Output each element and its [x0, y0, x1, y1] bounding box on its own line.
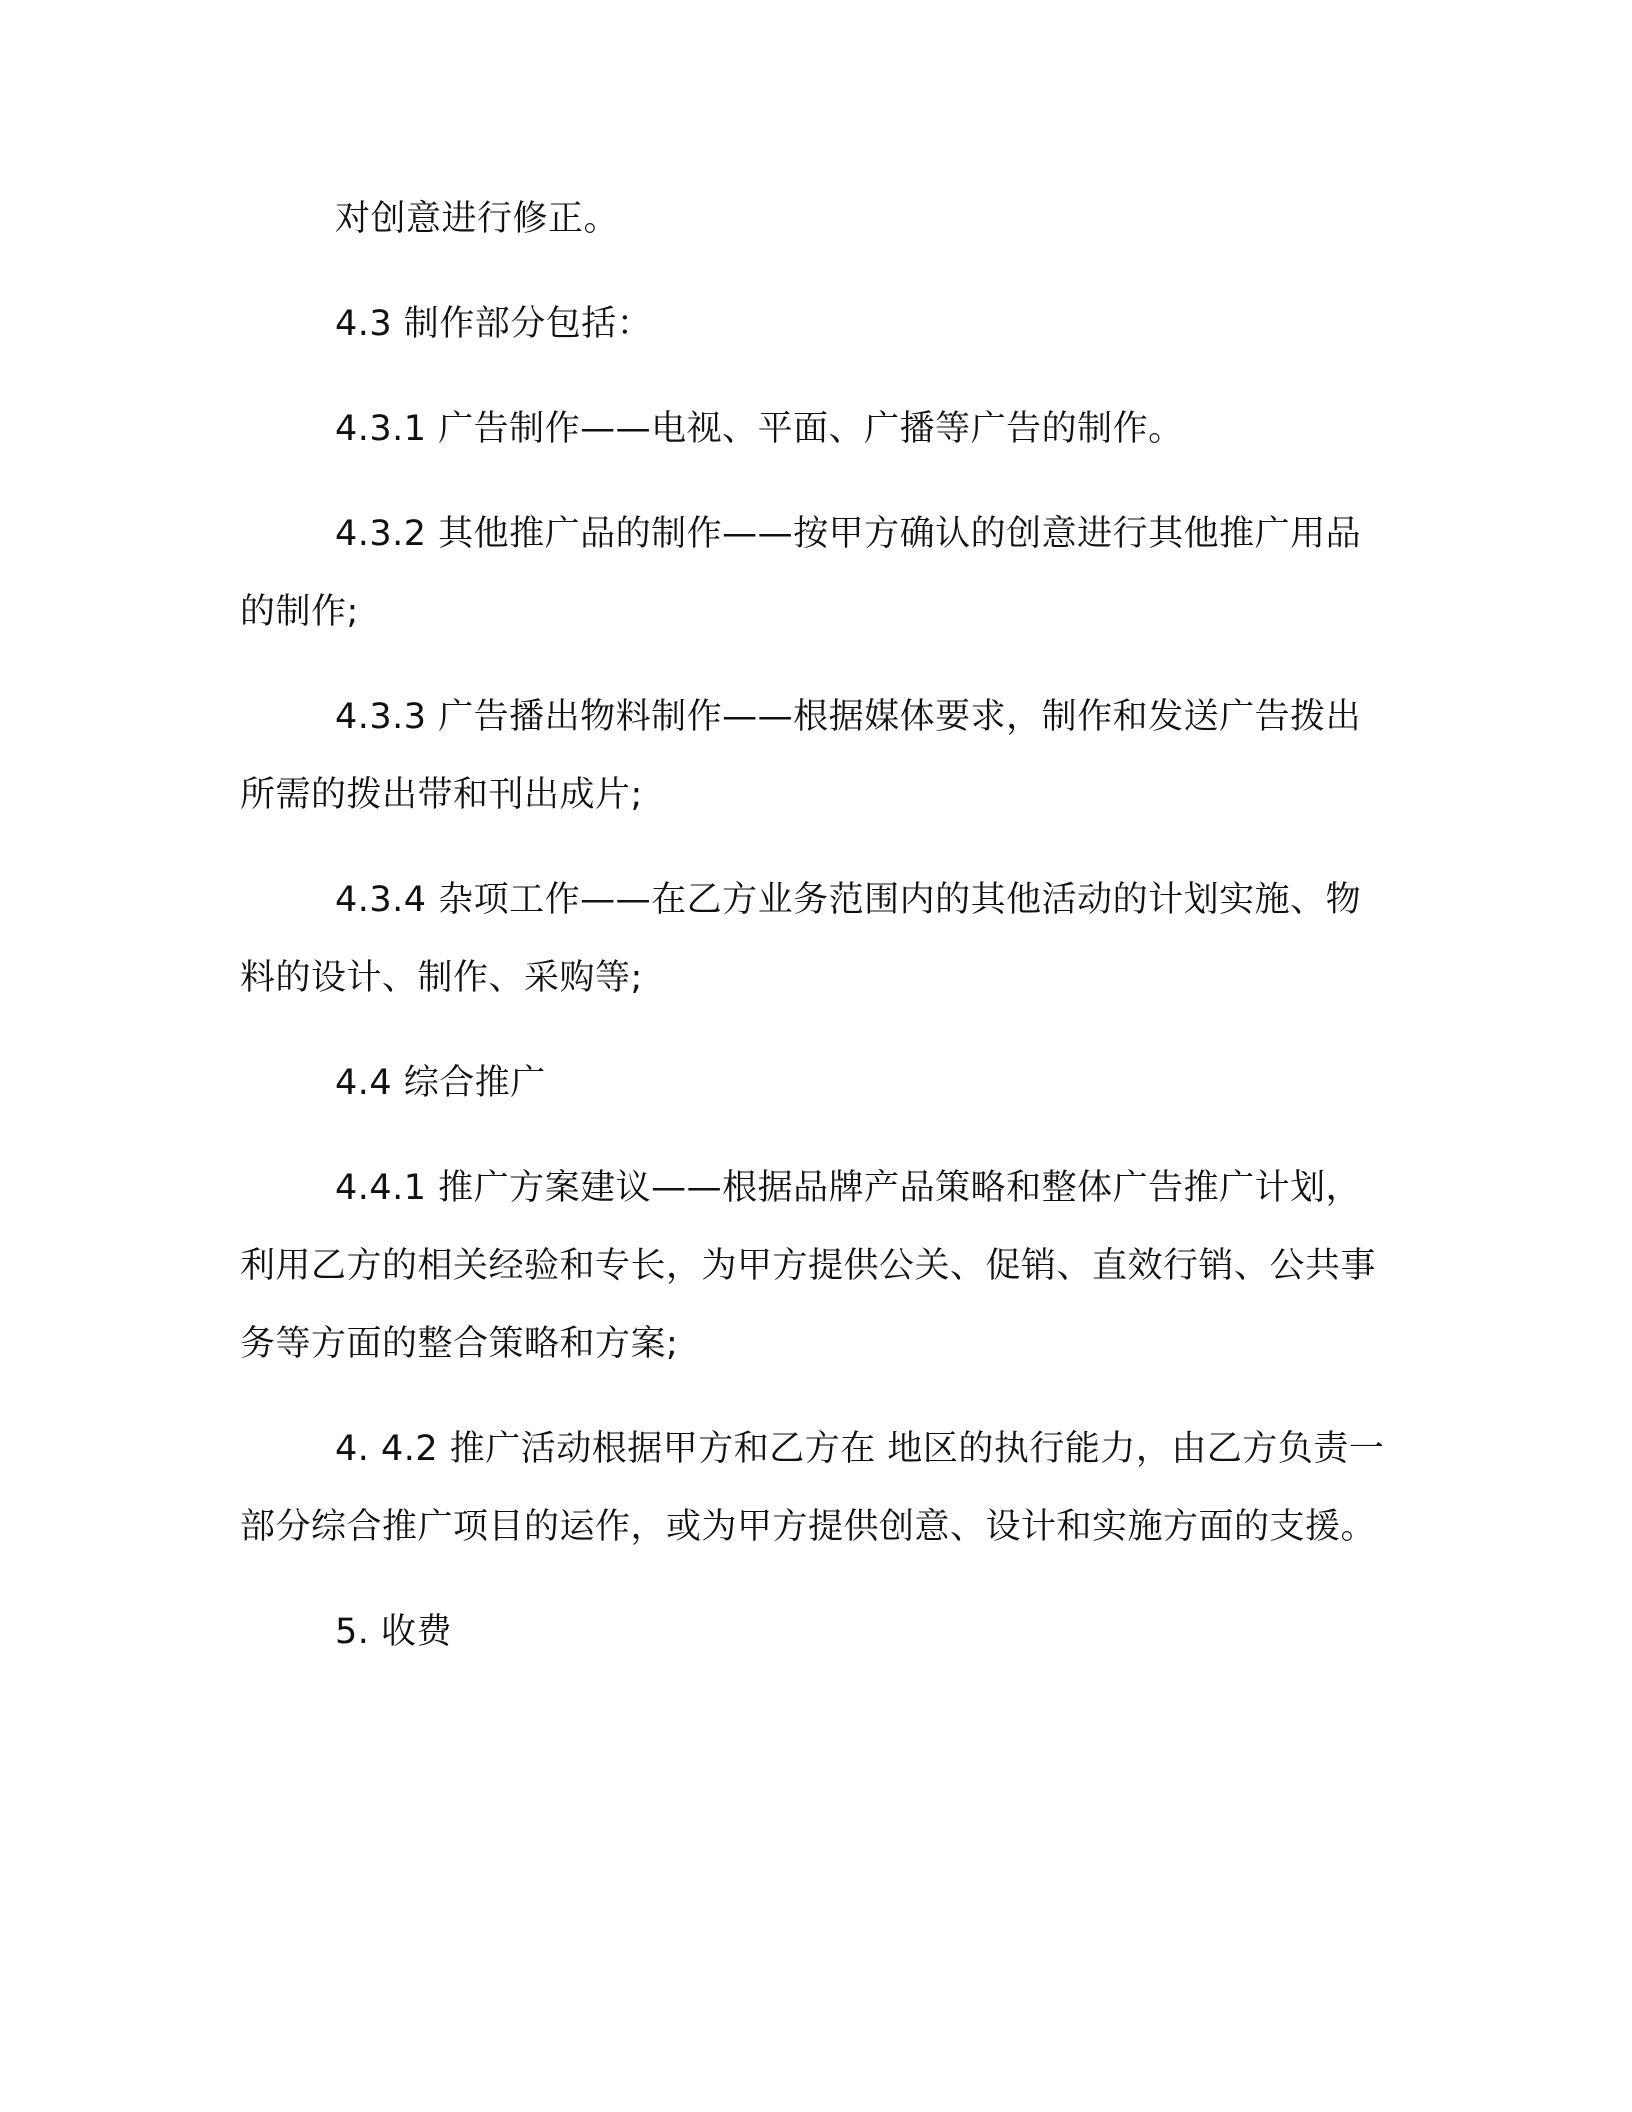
paragraph-section-4-3-4: 4.3.4 杂项工作——在乙方业务范围内的其他活动的计划实施、物料的设计、制作、采购等;	[240, 880, 1362, 998]
paragraph-section-4-4-2: 4. 4.2 推广活动根据甲方和乙方在 地区的执行能力，由乙方负责一部分综合推广项目的运作，或为甲方提供创意、设计和实施方面的支援。	[240, 1429, 1385, 1547]
paragraph-section-4-3-3: 4.3.3 广告播出物料制作——根据媒体要求，制作和发送广告拨出所需的拨出带和刊出成片;	[240, 697, 1362, 815]
paragraph-section-4-4: 4.4 综合推广	[335, 1063, 546, 1103]
paragraph-section-4-3-1: 4.3.1 广告制作——电视、平面、广播等广告的制作。	[335, 409, 1184, 449]
paragraph-section-4-3-2: 4.3.2 其他推广品的制作——按甲方确认的创意进行其他推广用品的制作;	[240, 514, 1362, 632]
paragraph-section-4-4-1: 4.4.1 推广方案建议——根据品牌产品策略和整体广告推广计划，利用乙方的相关经验和专长，为甲方提供公关、促销、直效行销、公共事务等方面的整合策略和方案;	[240, 1168, 1377, 1364]
document-body	[240, 180, 1390, 1698]
paragraph-section-4-3: 4.3 制作部分包括：	[335, 304, 653, 344]
paragraph-section-5: 5. 收费	[335, 1612, 453, 1652]
paragraph-creative-revision: 对创意进行修正。	[335, 199, 620, 239]
